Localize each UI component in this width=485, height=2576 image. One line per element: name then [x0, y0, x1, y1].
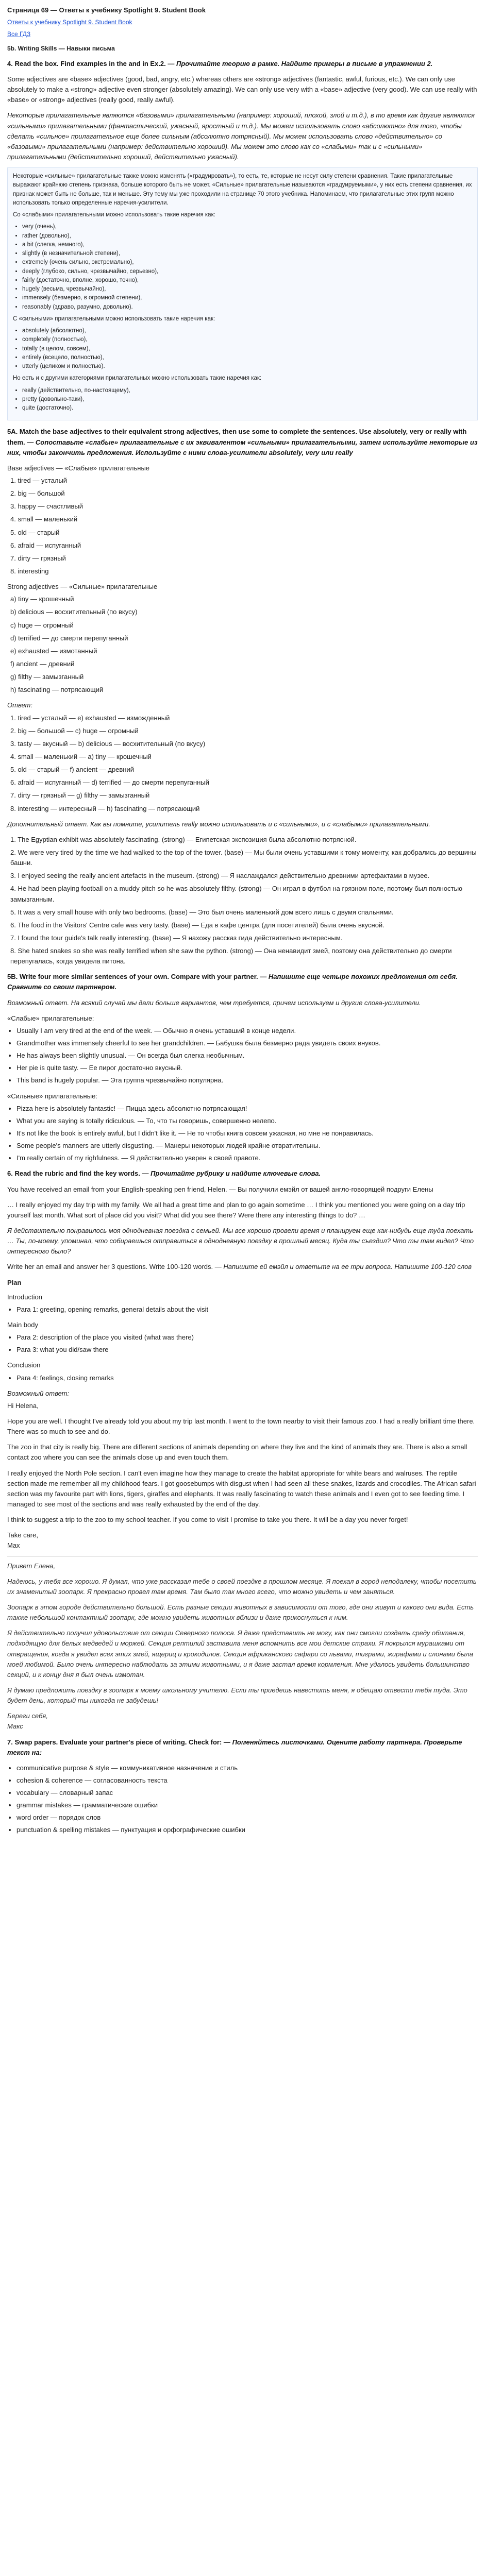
- list-item: • extremely (очень сильно, экстремально),: [22, 258, 472, 267]
- list-item: f) ancient — древний: [10, 659, 75, 668]
- breadcrumb: [7, 18, 478, 27]
- note-strong-list: [22, 327, 472, 371]
- strong-adjectives-list: [10, 594, 478, 695]
- list-item: d) terrified — до смерти перепуганный: [10, 634, 128, 642]
- ex5b-strong-label: «Сильные» прилагательные:: [7, 1092, 97, 1100]
- list-item: 5. old — старый: [10, 528, 60, 536]
- list-item: 4. He had been playing football on a muddy pitch so he was absolutely filthy. (strong) — Он играл в футбол на грязном поле, поэтому был полностью замызганным.: [10, 885, 463, 903]
- base-adjectives-label: Base adjectives — «Слабые» прилагательные: [7, 464, 150, 472]
- ex5a-task-en: 5A. Match the base adjectives to their equivalent strong adjectives, then use some to complete the sentences. Use absolutely, very or really with them. —: [7, 428, 467, 446]
- letter-line: The zoo in that city is really big. There are different sections of animals depending on where they live and the kind of animals they are. There is also a small contact zoo where you can see the animals close up and even touch them.: [7, 1443, 467, 1462]
- list-item: 5. old — старый — f) ancient — древний: [10, 766, 134, 774]
- list-item: • Some people's manners are utterly disgusting. — Манеры некоторых людей крайне отвратительны.: [16, 1141, 478, 1151]
- plan-intro-label: Introduction: [7, 1293, 42, 1301]
- list-item: 7. dirty — грязный — g) filthy — замызганный: [10, 791, 150, 800]
- ex6-task: [7, 1168, 478, 1179]
- letter-line: Береги себя,: [7, 1712, 48, 1720]
- ex5a-answer-list: [10, 713, 478, 814]
- list-item: 3. tasty — вкусный — b) delicious — восхитительный (по вкусу): [10, 739, 206, 748]
- letter-line: Макс: [7, 1722, 23, 1731]
- plan-main-list: [16, 1332, 478, 1355]
- ex6-task-en: 6. Read the rubric and find the key words. —: [7, 1170, 149, 1178]
- letter-ru: [7, 1561, 478, 1732]
- letter-line: Я действительно получил удовольствие от секции Северного полюса. Я даже представить не могу, как они смогли создать среду обитания, подходящую для белых медведей и моржей. Секция рептилий заставила меня вспомнить все мои детские страхи. Я покрылся мурашками от отвращения, когда я увидел всех этих змей, ящериц и крокодилов. Секция африканского сафари со львами, тиграми, жирафами и слонами была моей любимой. Было очень интересно наблюдать за этими животными, и я даже застал время кормления. Мне удалось увидеть большинство секций, и к концу дня я был очень измотан.: [7, 1629, 473, 1679]
- list-item: a) tiny — крошечный: [10, 595, 74, 603]
- list-item: 4. small — маленький: [10, 515, 78, 523]
- list-item: 8. interesting — интересный — h) fascinating — потрясающий: [10, 804, 200, 812]
- list-item: 1. The Egyptian exhibit was absolutely fascinating. (strong) — Египетская экспозиция была абсолютно потрясной.: [10, 835, 357, 843]
- page-title: Страница 69 — Ответы к учебнику Spotlight 9. Student Book: [7, 6, 206, 14]
- ex6-answer-label: Возможный ответ:: [7, 1389, 70, 1397]
- list-item: • He has always been slightly unusual. — Он всегда был слегка необычным.: [16, 1050, 478, 1061]
- list-item: b) delicious — восхитительный (по вкусу): [10, 608, 138, 616]
- letter-line: Hi Helena,: [7, 1401, 39, 1410]
- list-item: • grammar mistakes — грамматические ошибки: [16, 1800, 478, 1810]
- list-item: • very (очень),: [22, 223, 472, 231]
- note-weak-intro: Со «слабыми» прилагательными можно использовать такие наречия как:: [13, 212, 215, 218]
- ex5b-weak-list: [16, 1026, 478, 1086]
- section-heading: 5b. Writing Skills — Навыки письма: [7, 45, 115, 53]
- list-item: • Pizza here is absolutely fantastic! — Пицца здесь абсолютно потрясающая!: [16, 1104, 478, 1114]
- list-item: 8. She hated snakes so she was really terrified when she saw the python. (strong) — Она ненавидит змей, поэтому она действительно до смерти перепугалась, когда увидела питона.: [10, 947, 452, 965]
- note-both-list: [22, 386, 472, 413]
- plan-conclusion-list: [16, 1373, 478, 1383]
- ex4-task-ru: Прочитайте теорию в рамке. Найдите примеры в письме в упражнении 2.: [176, 59, 433, 67]
- list-item: • entirely (всецело, полностью),: [22, 353, 472, 362]
- letter-line: I really enjoyed the North Pole section. I can't even imagine how they manage to create the habitat appropriate for white bears and walruses. The reptile section made me remember all my childhood fears. I got goosebumps with disgust when I had seen all these snakes, lizards and crocodiles. The African safari section was my favourite part with lions, tigers, giraffes and elephants. It was really fascinating to watch these animals and I even got to see feeding time. I managed to see most of the sections and was really exhausted by the end of the day.: [7, 1469, 476, 1508]
- list-item: 7. I found the tour guide's talk really interesting. (base) — Я нахожу рассказ гида действительно интересным.: [10, 934, 343, 942]
- letter-line: Надеюсь, у тебя все хорошо. Я думал, что уже рассказал тебе о своей поездке в прошлом месяце. Я поехал в город неподалеку, чтобы посетить их знаменитый зоопарк. Я прекрасно провел там время. Там было так много всего, что можно увидеть и чем заняться.: [7, 1577, 477, 1596]
- plan-conclusion-label: Conclusion: [7, 1361, 41, 1369]
- plan-heading: Plan: [7, 1278, 22, 1286]
- ex4-paragraph-ru: Некоторые прилагательные являются «базовыми» прилагательными (например: хороший, плохой, злой и т.д.), в то время как другие являются «сильными» прилагательными (фантастический, ужасный, яростный и т.д.). Мы можем использовать слово «абсолютно» для того, чтобы сделать «сильное» прилагательное еще более сильным (абсолютно потрясный). Мы можем использовать слово «действительно» со «базовыми» прилагательными (например: действительно хороший). Мы можем это слово как со «слабыми» так и с «сильными» прилагательными (действительно хороший, действительно ужасный).: [7, 111, 475, 161]
- list-item: • reasonably (здраво, разумно, довольно).: [22, 303, 472, 312]
- ex6-quote: … I really enjoyed my day trip with my family. We all had a great time and plan to go again sometime … I think you mentioned you were going on a day trip yourself last month. What sort of place did you visit? What did you see there? Were there any interesting things to do? …: [7, 1200, 465, 1219]
- ex6-write-ru: Напишите ей емэйл и ответьте на ее три вопроса. Напишите 100-120 слов: [223, 1263, 472, 1271]
- plan-intro-list: [16, 1304, 478, 1315]
- letter-line: I think to suggest a trip to the zoo to my school teacher. If you come to visit I promise to take you there. It will be a day you never forget!: [7, 1516, 408, 1524]
- letter-line: Hope you are well. I thought I've already told you about my trip last month. I went to the town nearby to visit their famous zoo. I had a really brilliant time there. There was so much to see and do.: [7, 1417, 475, 1436]
- ex7-task-en: 7. Swap papers. Evaluate your partner's piece of writing. Check for: —: [7, 1738, 230, 1746]
- ex5b-weak-label: «Слабые» прилагательные:: [7, 1014, 94, 1022]
- list-item: • really (действительно, по-настоящему),: [22, 386, 472, 395]
- list-item: • Her pie is quite tasty. — Ее пирог достаточно вкусный.: [16, 1063, 478, 1073]
- list-item: • immensely (безмерно, в огромной степени),: [22, 294, 472, 302]
- list-item: 3. I enjoyed seeing the really ancient artefacts in the museum. (strong) — Я наслаждался действительно древними артефактами в музее.: [10, 872, 430, 880]
- nav-all-gdz-link[interactable]: Все ГДЗ: [7, 30, 31, 38]
- ex6-rubric: You have received an email from your English-speaking pen friend, Helen. — Вы получили емэйл от вашей англо-говорящей подруги Елены: [7, 1185, 433, 1193]
- list-item: • Grandmother was immensely cheerful to see her grandchildren. — Бабушка была безмерно рада увидеть своих внуков.: [16, 1038, 478, 1048]
- ex5b-task-en: 5B. Write four more similar sentences of your own. Compare with your partner. —: [7, 973, 267, 981]
- list-item: e) exhausted — измотанный: [10, 647, 97, 655]
- strong-adjectives-label: Strong adjectives — «Сильные» прилагательные: [7, 583, 158, 591]
- list-item: • Para 1: greeting, opening remarks, general details about the visit: [16, 1304, 478, 1315]
- list-item: • deeply (глубоко, сильно, чрезвычайно, серьезно),: [22, 267, 472, 276]
- ex6-quote-ru: Я действительно понравилось моя однодневная поездка с семьей. Мы все хорошо провели время и планируем еще как-нибудь еще туда поехать … Ты, по-моему, упоминал, что собираешься отправиться в однодневную поездку в прошлый месяц. Куда ты съездил? Что ты там видел? Что интересного было?: [7, 1227, 474, 1256]
- plan-main-label: Main body: [7, 1321, 38, 1329]
- list-item: 8. interesting: [10, 567, 49, 575]
- list-item: • completely (полностью),: [22, 335, 472, 344]
- letter-line: Зоопарк в этом городе действительно большой. Есть разные секции животных в зависимости от того, где они живут и какого они вида. Есть также небольшой контактный зоопарк, где можно увидеть животных вблизи и даже прикоснуться к ним.: [7, 1603, 474, 1622]
- list-item: 3. happy — счастливый: [10, 502, 83, 511]
- list-item: • fairly (достаточно, вполне, хорошо, точно),: [22, 276, 472, 285]
- list-item: h) fascinating — потрясающий: [10, 686, 104, 694]
- ex6-task-ru: Прочитайте рубрику и найдите ключевые слова.: [150, 1170, 321, 1178]
- list-item: • word order — порядок слов: [16, 1812, 478, 1823]
- list-item: • It's not like the book is entirely awful, but I didn't like it. — Не то чтобы книга совсем ужасная, но мне не понравилась.: [16, 1128, 478, 1139]
- note-strong-intro: С «сильными» прилагательными можно использовать такие наречия как:: [13, 315, 215, 322]
- note-weak-list: [22, 223, 472, 312]
- ex5a-extra-note: Дополнительный ответ. Как вы помните, усилитель really можно использовать и с «сильными», и с «слабыми» прилагательными.: [7, 820, 430, 828]
- list-item: 7. dirty — грязный: [10, 554, 66, 562]
- list-item: • cohesion & coherence — согласованность текста: [16, 1775, 478, 1786]
- list-item: 6. afraid — испуганный: [10, 541, 81, 549]
- list-item: • punctuation & spelling mistakes — пунктуация и орфографические ошибки: [16, 1825, 478, 1835]
- breadcrumb-link[interactable]: Ответы к учебнику Spotlight 9. Student Book: [7, 19, 132, 26]
- list-item: • Para 4: feelings, closing remarks: [16, 1373, 478, 1383]
- list-item: • hugely (весьма, чрезвычайно),: [22, 285, 472, 294]
- letter-en: [7, 1401, 478, 1551]
- list-item: 2. big — большой — c) huge — огромный: [10, 726, 139, 735]
- ex5a-task: [7, 427, 478, 457]
- ex5b-strong-list: [16, 1104, 478, 1164]
- divider: [7, 1556, 478, 1557]
- ex5b-task: [7, 972, 478, 992]
- ex5a-task-ru: Сопоставьте «слабые» прилагательные с их эквивалентом «сильными» прилагательными, затем используйте некоторые из них, чтобы закончить предложения. Используйте с ними слова-усилители absolutely, very или really: [7, 438, 478, 456]
- list-item: • communicative purpose & style — коммуникативное назначение и стиль: [16, 1763, 478, 1773]
- ex4-task-en: 4. Read the box. Find examples in the and in Ex.2. —: [7, 59, 175, 67]
- ex7-checklist: [16, 1763, 478, 1836]
- ex6-write-instruction: [7, 1262, 478, 1272]
- list-item: • Para 2: description of the place you visited (what was there): [16, 1332, 478, 1343]
- letter-line: Привет Елена,: [7, 1562, 56, 1570]
- ex5b-intro: Возможный ответ. На всякий случай мы дали больше вариантов, чем требуется, причем используем и другие слова-усилители.: [7, 998, 421, 1007]
- grammar-note: [7, 167, 478, 420]
- list-item: • Para 3: what you did/saw there: [16, 1345, 478, 1355]
- list-item: 4. small — маленький — a) tiny — крошечный: [10, 752, 152, 760]
- ex5a-sentences: [10, 835, 478, 967]
- list-item: • absolutely (абсолютно),: [22, 327, 472, 335]
- ex5b-task-ru: Напишите еще четыре похожих предложения от себя. Сравните со своим партнером.: [7, 973, 458, 991]
- list-item: 1. tired — усталый — e) exhausted — изможденный: [10, 714, 170, 722]
- list-item: • pretty (довольно-таки),: [22, 395, 472, 404]
- list-item: • quite (достаточно).: [22, 404, 472, 413]
- list-item: • rather (довольно),: [22, 232, 472, 241]
- letter-line: Я думаю предложить поездку в зоопарк к моему школьному учителю. Если ты приедешь навестить меня, я обещаю отвести тебя туда. Это будет день, который ты никогда не забудешь!: [7, 1686, 467, 1705]
- list-item: • What you are saying is totally ridiculous. — То, что ты говоришь, совершенно нелепо.: [16, 1116, 478, 1126]
- list-item: • I'm really certain of my righfulness. — Я действительно уверен в своей правоте.: [16, 1153, 478, 1163]
- ex6-write-en: Write her an email and answer her 3 questions. Write 100-120 words. —: [7, 1263, 222, 1271]
- list-item: • utterly (целиком и полностью).: [22, 362, 472, 371]
- list-item: 2. big — большой: [10, 489, 65, 498]
- ex4-task: [7, 59, 478, 69]
- list-item: 6. afraid — испуганный — d) terrified — до смерти перепуганный: [10, 778, 209, 787]
- ex4-paragraph-en: Some adjectives are «base» adjectives (good, bad, angry, etc.) whereas others are «strong» adjectives (fantastic, awful, furious, etc.). We can only use absolutely to make a «strong» adjective even stronger (absolutely amazing). We can only use very with a «base» adjective (very good). We can use really with «base» or «strong» adjectives (really good, really awful).: [7, 75, 477, 104]
- list-item: • a bit (слегка, немного),: [22, 241, 472, 249]
- list-item: • Usually I am very tired at the end of the week. — Обычно я очень уставший в конце недели.: [16, 1026, 478, 1036]
- letter-line: Max: [7, 1541, 20, 1550]
- list-item: • This band is hugely popular. — Эта группа чрезвычайно популярна.: [16, 1075, 478, 1086]
- list-item: 2. We were very tired by the time we had walked to the top of the tower. (base) — Мы были очень уставшими к тому моменту, как добрались до вершины башни.: [10, 848, 477, 867]
- list-item: • totally (в целом, совсем),: [22, 345, 472, 353]
- note-both-intro: Но есть и с другими категориями прилагательных можно использовать такие наречия как:: [13, 375, 262, 382]
- list-item: g) filthy — замызганный: [10, 673, 84, 681]
- ex5a-answer-label: Ответ:: [7, 701, 32, 709]
- list-item: 6. The food in the Visitors' Centre cafe was very tasty. (base) — Еда в кафе центра (для посетителей) была очень вкусной.: [10, 921, 384, 929]
- note-intro: Некоторые «сильные» прилагательные также можно изменять («градуировать»), то есть, те, которые не несут силу степени сравнения. Такие прилагательные выражают крайнюю степень признака, больше которого быть не может. «Сильные» прилагательные называются «градуируемыми», у них есть степени сравнения, их признак может быть не больше, так и меньше. Эту тему мы уже проходили на странице 70 этого учебника. Напоминаем, что прилагательные этих групп можно использовать только определенные наречия-усилители.: [13, 173, 472, 206]
- ex7-task-ru: Поменяйтесь листочками. Оцените работу партнера. Проверьте текст на:: [7, 1738, 462, 1756]
- list-item: 5. It was a very small house with only two bedrooms. (base) — Это был очень маленький дом всего лишь с двумя спальнями.: [10, 908, 394, 916]
- list-item: • slightly (в незначительной степени),: [22, 249, 472, 258]
- letter-line: Take care,: [7, 1531, 38, 1539]
- ex7-task: [7, 1737, 478, 1758]
- list-item: • vocabulary — словарный запас: [16, 1788, 478, 1798]
- list-item: 1. tired — усталый: [10, 477, 68, 484]
- base-adjectives-list: [10, 476, 478, 577]
- list-item: c) huge — огромный: [10, 621, 74, 629]
